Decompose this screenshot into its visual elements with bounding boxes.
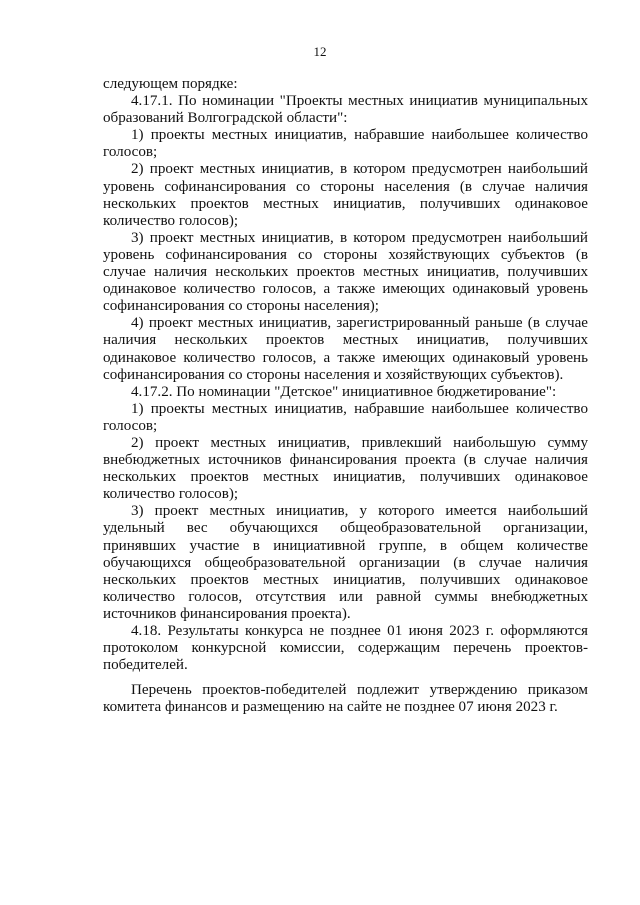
paragraph-4-17-2-heading: 4.17.2. По номинации "Детское" инициативное бюджетирование": — [131, 383, 557, 400]
paragraph-4-17-1-item-2: 2) проект местных инициатив, в котором предусмотрен наибольший уровень софинансирования со стороны населения (в случае наличия нескольких проектов местных инициатив, получивших одинаковое количество голосов); — [103, 161, 588, 229]
paragraph-4-18: 4.18. Результаты конкурса не позднее 01 июня 2023 г. оформляются протоколом конкурсной комиссии, содержащим перечень проектов-победителей. — [103, 623, 588, 674]
paragraph-winners-list: Перечень проектов-победителей подлежит утверждению приказом комитета финансов и размещению на сайте не позднее 07 июня 2023 г. — [103, 682, 588, 716]
document-body — [103, 76, 588, 716]
paragraph-4-17-2-item-1: 1) проекты местных инициатив, набравшие наибольшее количество голосов; — [103, 400, 588, 434]
paragraph-4-17-1-heading: 4.17.1. По номинации "Проекты местных инициатив муниципальных образований Волгоградской области": — [103, 93, 588, 127]
paragraph-4-17-1-item-1: 1) проекты местных инициатив, набравшие наибольшее количество голосов; — [103, 127, 588, 161]
paragraph-4-17-1-item-3: 3) проект местных инициатив, в котором предусмотрен наибольший уровень софинансирования со стороны хозяйствующих субъектов (в случае наличия нескольких проектов местных инициатив, получивших одинаковое количество голосов, а также имеющих одинаковый уровень софинансирования со стороны населения); — [103, 229, 588, 315]
paragraph-4-17-1-item-4: 4) проект местных инициатив, зарегистрированный раньше (в случае наличия нескольких проектов местных инициатив, получивших одинаковое количество голосов, а также имеющих одинаковый уровень софинансирования со стороны населения и хозяйствующих субъектов). — [103, 315, 588, 383]
paragraph-4-17-2-item-3: 3) проект местных инициатив, у которого имеется наибольший удельный вес обучающихся общеобразовательной организации, принявших участие в инициативной группе, в общем количестве обучающихся общеобразовательной организации (в случае наличия нескольких проектов местных инициатив, получивших одинаковое количество голосов, отсутствия или равной суммы внебюджетных источников финансирования проекта). — [103, 503, 588, 622]
page-number: 12 — [313, 44, 327, 59]
paragraph-4-17-2-item-2: 2) проект местных инициатив, привлекший наибольшую сумму внебюджетных источников финансирования проекта (в случае наличия нескольких проектов местных инициатив, получивших одинаковое количество голосов); — [103, 434, 588, 503]
paragraph-continuation: следующем порядке: — [103, 76, 238, 92]
